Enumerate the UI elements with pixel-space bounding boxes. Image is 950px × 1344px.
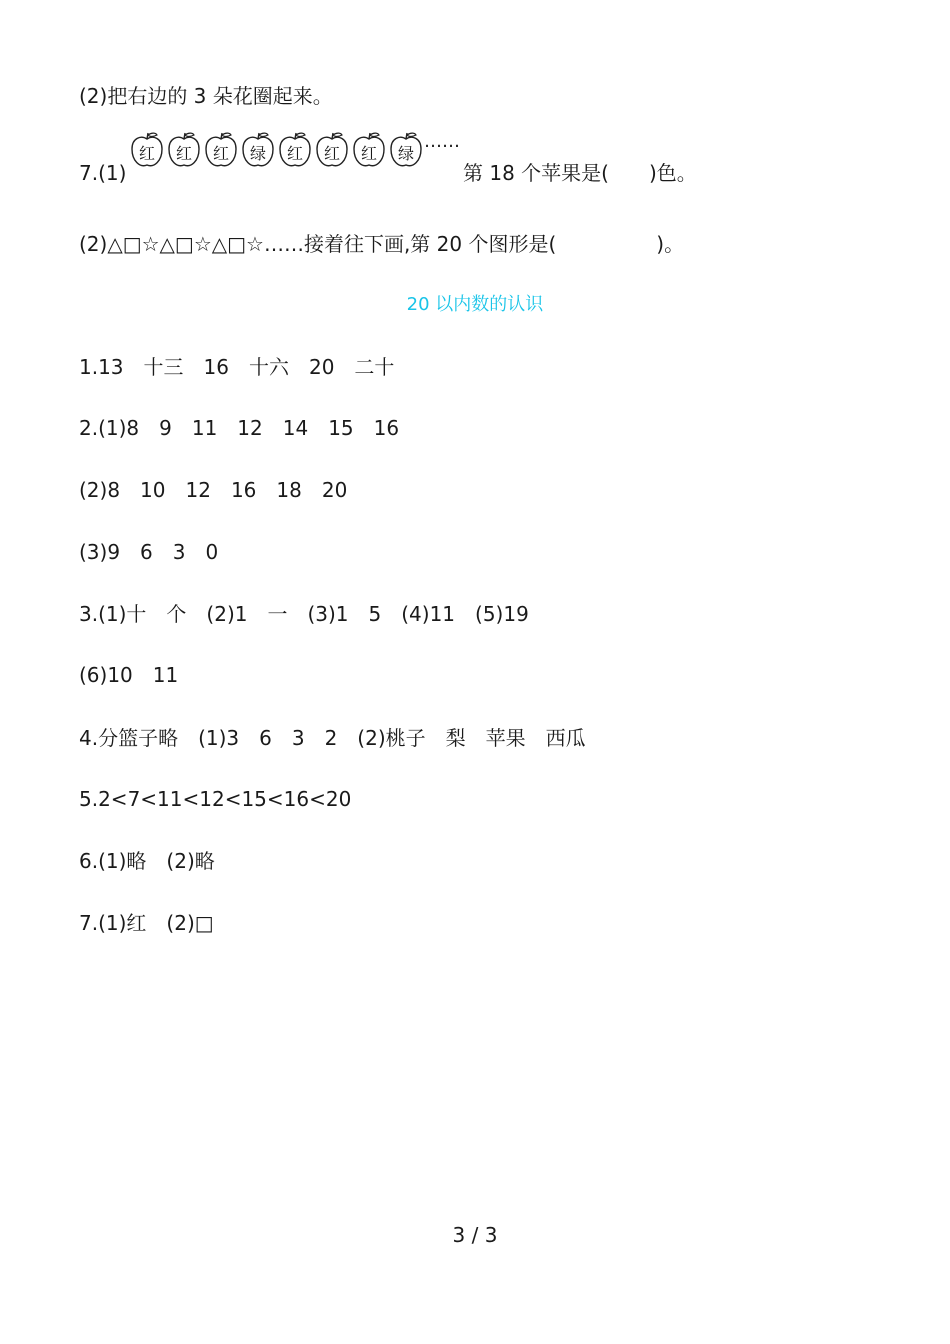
question-prev-2: (2)把右边的 3 朵花圈起来。 xyxy=(79,84,333,108)
answer-line: 1.13 十三 16 十六 20 二十 xyxy=(79,355,395,379)
page-number: 3 / 3 xyxy=(452,1223,498,1247)
apple-color-label: 绿 xyxy=(397,144,414,163)
answer-line: 4.分篮子略 (1)3 6 3 2 (2)桃子 梨 苹果 西瓜 xyxy=(79,726,586,750)
apple-icon xyxy=(352,132,386,170)
sequence-ellipsis: …… xyxy=(424,131,460,152)
apple-icon xyxy=(241,132,275,170)
answer-line: 2.(1)8 9 11 12 14 15 16 xyxy=(79,416,400,440)
answer-line: 5.2<7<11<12<15<16<20 xyxy=(79,787,352,811)
apple-color-label: 绿 xyxy=(249,144,266,163)
apple-color-label: 红 xyxy=(175,144,192,163)
answer-line: (3)9 6 3 0 xyxy=(79,540,219,564)
apple-color-label: 红 xyxy=(360,144,377,163)
answer-line: (2)8 10 12 16 18 20 xyxy=(79,478,348,502)
apple-sequence xyxy=(130,130,460,170)
apple-icon xyxy=(315,132,349,170)
question-7-1-label: 7.(1) xyxy=(79,161,127,185)
apple-color-label: 红 xyxy=(323,144,340,163)
apple-color-label: 红 xyxy=(286,144,303,163)
apple-icon xyxy=(389,132,423,170)
question-7-1-text: 第 18 个苹果是( )色。 xyxy=(463,161,697,185)
apple-icon xyxy=(167,132,201,170)
answer-line: 3.(1)十 个 (2)1 一 (3)1 5 (4)11 (5)19 xyxy=(79,602,529,626)
answer-line: (6)10 11 xyxy=(79,663,179,687)
question-7-2: (2)△□☆△□☆△□☆……接着往下画,第 20 个图形是( )。 xyxy=(79,232,685,256)
apple-color-label: 红 xyxy=(212,144,229,163)
apple-icon xyxy=(204,132,238,170)
section-title: 20 以内数的认识 xyxy=(406,294,544,315)
apple-color-label: 红 xyxy=(138,144,155,163)
answer-line: 7.(1)红 (2)□ xyxy=(79,911,214,935)
apple-icon xyxy=(278,132,312,170)
apple-icon xyxy=(130,132,164,170)
answer-line: 6.(1)略 (2)略 xyxy=(79,849,215,873)
